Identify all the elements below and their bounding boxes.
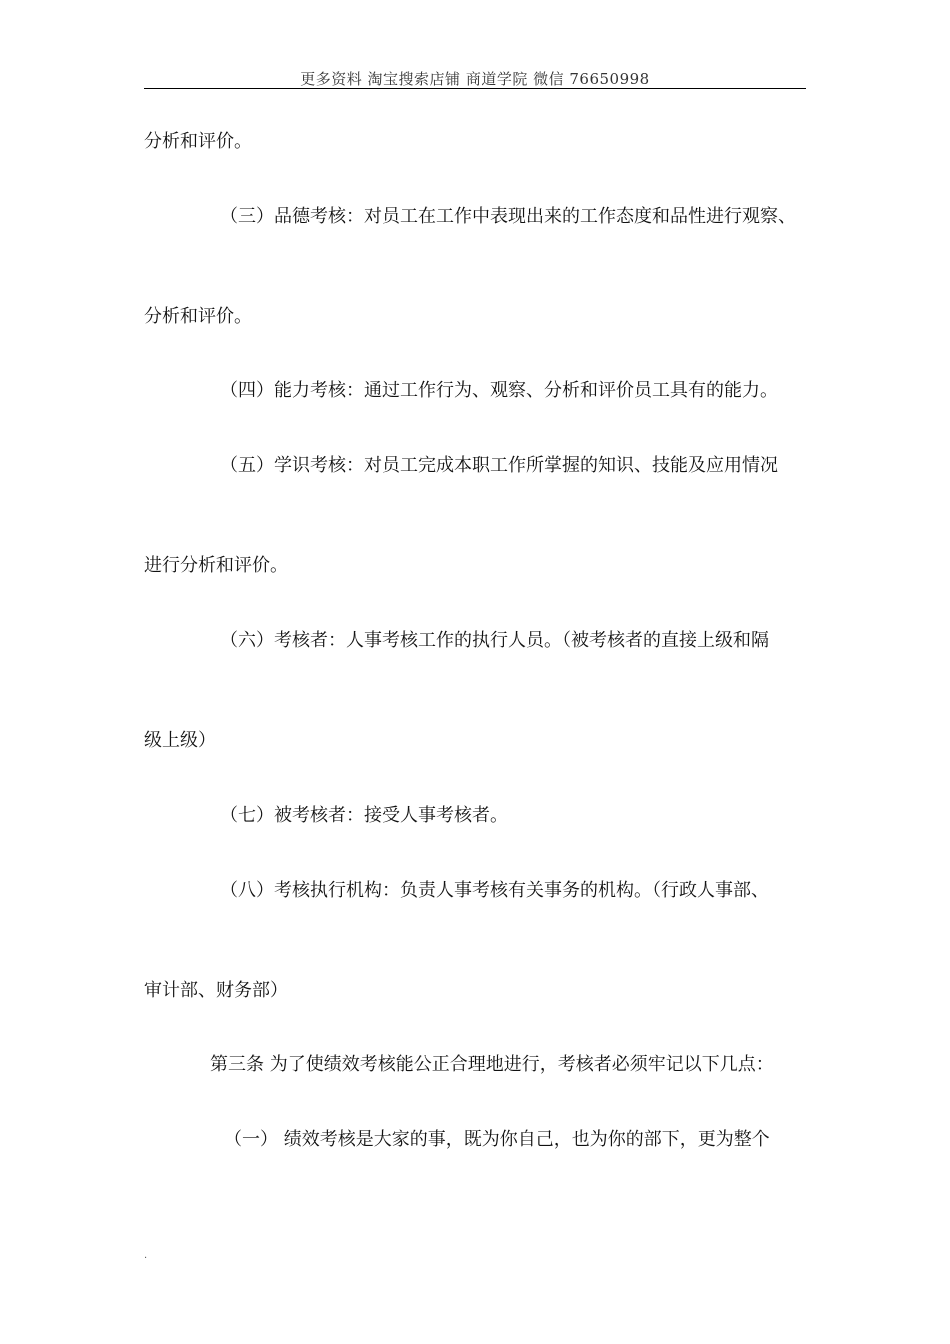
body-line: （三）品德考核：对员工在工作中表现出来的工作态度和品性进行观察、 xyxy=(220,206,796,227)
article-heading-line: 第三条 为了使绩效考核能公正合理地进行，考核者必须牢记以下几点： xyxy=(210,1054,774,1075)
body-line: （五）学识考核：对员工完成本职工作所掌握的知识、技能及应用情况 xyxy=(220,455,778,476)
body-line: 分析和评价。 xyxy=(144,131,252,152)
header-divider xyxy=(144,88,806,89)
body-line: （一） 绩效考核是大家的事，既为你自己，也为你的部下，更为整个 xyxy=(224,1129,770,1150)
body-line: 审计部、财务部） xyxy=(144,980,288,1001)
page-header-text: 更多资料 淘宝搜索店铺 商道学院 微信 76650998 xyxy=(300,70,650,88)
body-line: （四）能力考核：通过工作行为、观察、分析和评价员工具有的能力。 xyxy=(220,380,778,401)
body-line: （七）被考核者：接受人事考核者。 xyxy=(220,805,508,826)
body-line: （八）考核执行机构：负责人事考核有关事务的机构。（行政人事部、 xyxy=(220,880,769,901)
body-line: （六）考核者：人事考核工作的执行人员。（被考核者的直接上级和隔 xyxy=(220,630,769,651)
body-line: 分析和评价。 xyxy=(144,306,252,327)
body-line: 级上级） xyxy=(144,730,216,751)
footer-mark: . xyxy=(144,1250,148,1261)
body-line: 进行分析和评价。 xyxy=(144,555,288,576)
